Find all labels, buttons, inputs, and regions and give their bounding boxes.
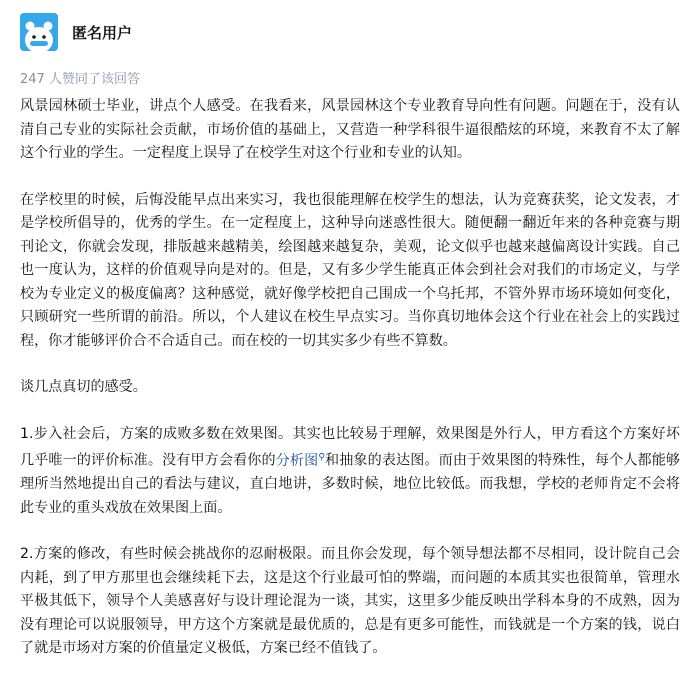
answer-card bbox=[20, 12, 680, 661]
analysis-diagram-link-text[interactable]: 分析图 bbox=[275, 452, 319, 469]
author-info bbox=[20, 12, 680, 52]
author-name[interactable]: 匿名用户 bbox=[72, 23, 133, 42]
vote-count: 247 人赞同了该回答 bbox=[20, 72, 140, 87]
answer-paragraph-5: 2.方案的修改，有些时候会挑战你的忍耐极限。而且你会发现，每个领导想法都不尽相同，设计院自己会内耗，到了甲方那里也会继续耗下去，这是这个行业最可怕的弊端，而问题的本质其实也很简单，管理水平极其低下，领导个人美感喜好与设计理论混为一谈，其实，这里多少能反映出学科本身的不成熟，因为没有理论可以说服领导，甲方这个方案就是最优质的，总是有更多可能性，而钱就是一个方案的钱，说白了就是市场对方案的价值量定义极低，方案已经不值钱了。 bbox=[20, 546, 680, 657]
avatar-graphic bbox=[20, 13, 58, 51]
answer-content bbox=[20, 95, 680, 661]
answer-paragraph-4 bbox=[20, 423, 680, 521]
paragraph-4-text-after: 和抽象的表达图。而由于效果图的特殊性，每个人都能够理所当然地提出自己的看法与建议，直白地讲，多数时候，地位比较低。而我想，学校的老师肯定不会将此专业的重头戏放在效果图上面。 bbox=[20, 452, 681, 516]
answer-paragraph-1: 风景园林硕士毕业，讲点个人感受。在我看来，风景园林这个专业教育导向性有问题。问题在于，没有认清自己专业的实际社会贡献，市场价值的基础上，又营造一种学科很牛逼很酷炫的环境，来教育不太了解这个行业的学生。一定程度上误导了在校学生对这个行业和专业的认知。 bbox=[20, 98, 680, 161]
answer-paragraph-3: 谈几点真切的感受。 bbox=[20, 379, 147, 395]
search-link-icon: ⚲ bbox=[318, 452, 325, 462]
answer-paragraph-2: 在学校里的时候，后悔没能早点出来实习，我也很能理解在校学生的想法，认为竞赛获奖，论文发表，才是学校所倡导的，优秀的学生。在一定程度上，这种导向迷惑性很大。随便翻一翻近年来的各种竞赛与期刊论文，你就会发现，排版越来越精美，绘图越来越复杂，美观，论文似乎也越来越偏离设计实践。自己也一度认为，这样的价值观导向是对的。但是，又有多少学生能真正体会到社会对我们的市场定义，与学校为专业定义的极度偏离？这种感觉，就好像学校把自己围成一个乌托邦，不管外界市场环境如何变化，只顾研究一些所谓的前沿。所以，个人建议在校生早点实习。当你真切地体会这个行业在社会上的实践过程，你才能够评价合不合适自己。而在校的一切其实多少有些不算数。 bbox=[20, 191, 680, 349]
analysis-diagram-link[interactable] bbox=[276, 453, 325, 469]
paragraph-4-text-before: 1.步入社会后，方案的成败多数在效果图。其实也比较易于理解，效果图是外行人，甲方看这个方案好坏几乎唯一的评价标准。没有甲方会看你的 bbox=[20, 425, 680, 469]
anonymous-avatar-icon[interactable] bbox=[20, 13, 58, 51]
